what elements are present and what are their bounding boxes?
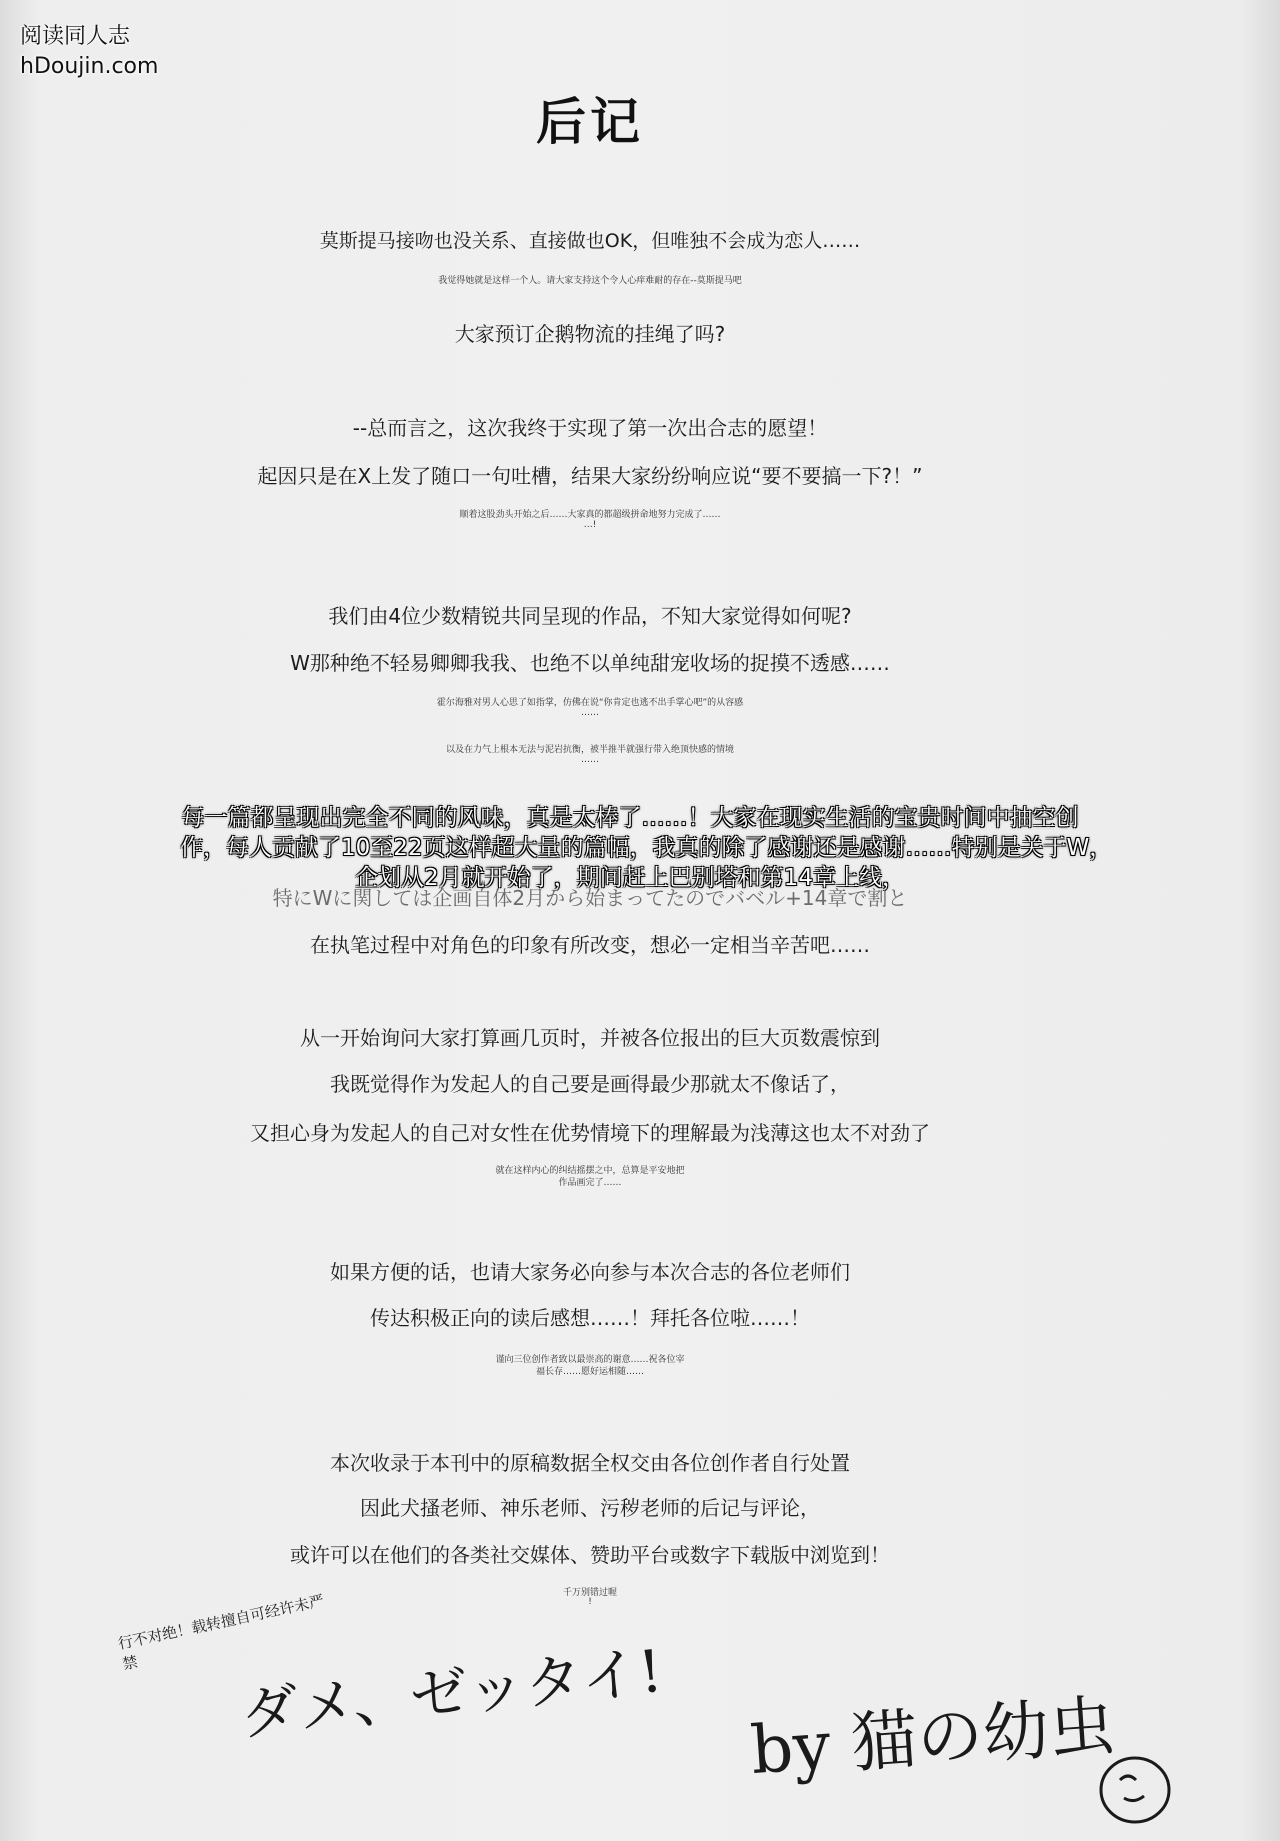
text-line: 在执笔过程中对角色的印象有所改变，想必一定相当辛苦吧…… [310,933,870,957]
doodle-face-detail [1120,1776,1144,1801]
text-line: ! [588,1597,592,1607]
text-line: 本次收录于本刊中的原稿数据全权交由各位创作者自行处置 [330,1451,850,1475]
translation-overlay [180,803,1113,893]
text-line: 作品画完了…… [558,1178,622,1188]
watermark-url: hDoujin.com [20,54,159,79]
doodle-face-icon [1101,1758,1169,1822]
site-watermark [20,22,158,82]
reprint-notice: 行不对绝！载转擅自可经许未严禁 [116,1591,326,1674]
text-line: 福长存……愿好运相随…… [535,1367,644,1377]
text-line: 我们由4位少数精锐共同呈现的作品，不知大家觉得如何呢? [328,604,852,628]
text-line: 我觉得她就是这样一个人。请大家支持这个令人心痒难耐的存在--莫斯提马吧 [438,276,742,286]
dame-zettai-text: ダメ、ゼッタイ! [237,1636,666,1749]
text-line: 就在这样内心的纠结摇摆之中，总算是平安地把 [495,1166,685,1176]
watermark-site-name: 阅读同人志 [20,24,131,49]
text-line: 如果方便的话，也请大家务必向参与本次合志的各位老师们 [330,1260,850,1284]
overlay-line: 每一篇都呈现出完全不同的风味，真是太棒了……！大家在现实生活的宝贵时间中抽空创 [181,805,1079,831]
handwritten-dame-zettai [230,1636,666,1760]
signature-text: by 猫の幼虫 [748,1686,1118,1790]
text-line: …… [581,708,599,718]
text-line: --总而言之，这次我终于实现了第一次出合志的愿望！ [352,416,828,440]
text-line: W那种绝不轻易卿卿我我、也绝不以单纯甜宠收场的捉摸不透感…… [290,651,890,675]
overlay-line: 企划从2月就开始了，期间赶上巴别塔和第14章上线， [355,865,905,891]
text-line: 传达积极正向的读后感想……！拜托各位啦……！ [370,1306,810,1330]
text-line: …… [581,755,599,765]
overlay-line: 作，每人贡献了10至22页这样超大量的篇幅，我真的除了感谢还是感谢……特别是关于W， [180,835,1113,861]
text-line: 谨向三位创作者致以最崇高的谢意……祝各位宰 [495,1355,685,1365]
text-line: 大家预订企鹅物流的挂绳了吗? [454,322,726,346]
text-line: 从一开始询问大家打算画几页时，并被各位报出的巨大页数震惊到 [300,1026,880,1050]
text-line: …! [583,520,597,530]
handwritten-author-signature [740,1640,1180,1830]
text-line: 莫斯提马接吻也没关系、直接做也OK，但唯独不会成为恋人…… [319,230,861,252]
text-line: 又担心身为发起人的自己对女性在优势情境下的理解最为浅薄这也太不对劲了 [250,1121,930,1145]
text-line: 因此犬搔老师、神乐老师、污秽老师的后记与评论， [360,1496,820,1520]
text-line: 特にWに関しては企画自体2月から始まってたのでバベル+14章で割と [272,886,908,910]
page-title: 后记 [536,93,644,151]
text-line: 我既觉得作为发起人的自己要是画得最少那就太不像话了， [330,1072,850,1096]
text-line: 霍尔海雅对男人心思了如指掌，仿佛在说“你肯定也逃不出手掌心吧”的从容感 [436,698,744,708]
text-line: 以及在力气上根本无法与泥岩抗衡，被半推半就强行带入绝顶快感的情境 [445,745,734,755]
text-line: 起因只是在X上发了随口一句吐槽，结果大家纷纷响应说“要不要搞一下?！” [257,464,923,488]
text-line: 或许可以在他们的各类社交媒体、赞助平台或数字下载版中浏览到！ [290,1543,890,1567]
text-line: 顺着这股劲头开始之后……大家真的都超级拼命地努力完成了…… [459,510,721,520]
text-line: 千万别错过喔 [562,1588,617,1598]
